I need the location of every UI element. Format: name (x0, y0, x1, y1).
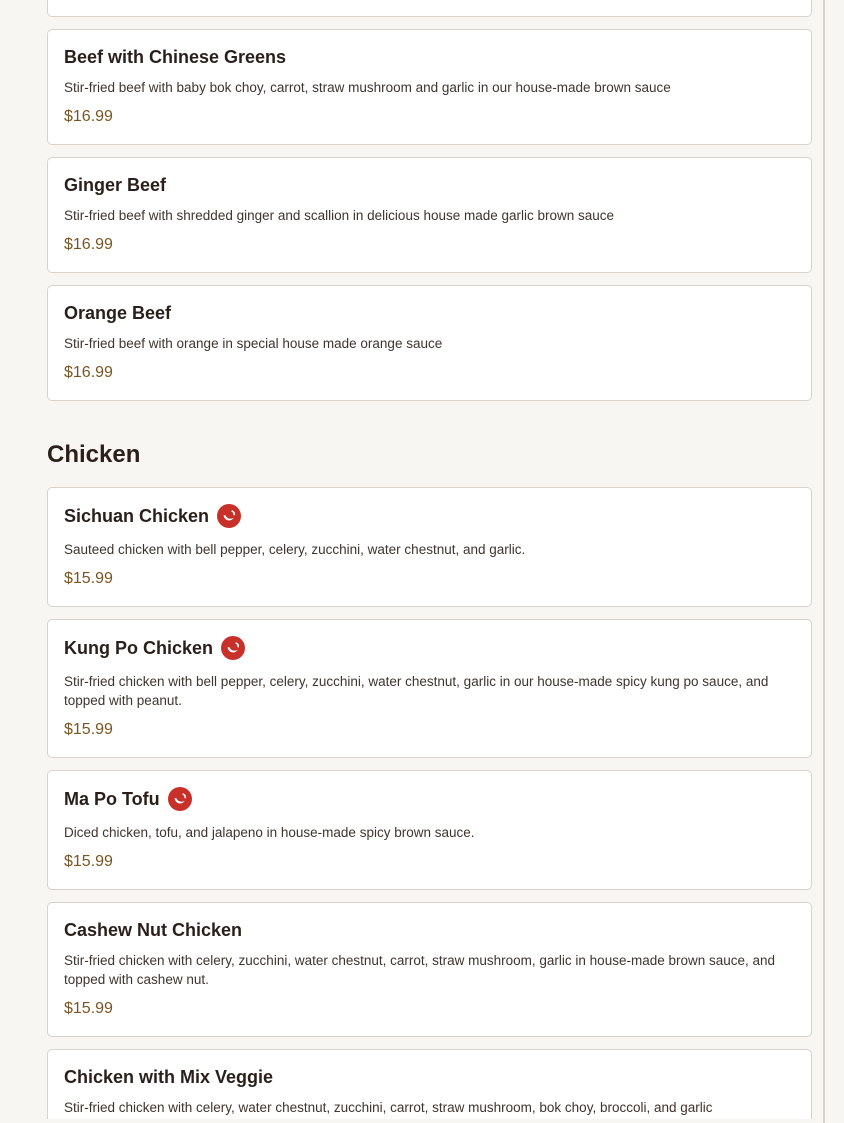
menu-item-price: $15.99 (64, 1000, 113, 1017)
menu-item-description: Sauteed chicken with bell pepper, celery, zucchini, water chestnut, and garlic. (64, 542, 526, 557)
menu-item-price: $15.99 (64, 570, 113, 587)
menu-item-name-text: Chicken with Mix Veggie (64, 1067, 274, 1087)
menu-item-name-text: Ma Po Tofu (64, 789, 160, 809)
menu-item-name (64, 46, 795, 68)
chili-pepper-icon (217, 504, 241, 528)
menu-item-card[interactable] (47, 619, 812, 758)
menu-item-card[interactable] (47, 285, 812, 401)
menu-item-description: Stir-fried beef with orange in special house made orange sauce (64, 336, 443, 351)
menu-item-description: Stir-fried chicken with bell pepper, celery, zucchini, water chestnut, garlic in our house-made spicy kung po sauce, and topped with peanut. (64, 674, 769, 708)
menu-item-name (64, 636, 795, 660)
menu-item-name (64, 787, 795, 811)
menu-item-name (64, 174, 795, 196)
menu-item-card[interactable] (47, 770, 812, 890)
menu-list (47, 0, 812, 1119)
menu-item-price: $16.99 (64, 236, 113, 253)
menu-item-price: $15.99 (64, 853, 113, 870)
menu-item-card[interactable] (47, 487, 812, 607)
chili-pepper-icon (168, 787, 192, 811)
menu-item-name-text: Ginger Beef (64, 175, 167, 195)
chili-pepper-icon (221, 636, 245, 660)
menu-item-name-text: Orange Beef (64, 303, 172, 323)
menu-item-price: $16.99 (64, 364, 113, 381)
menu-item-card[interactable] (47, 157, 812, 273)
menu-item-name (64, 919, 795, 941)
menu-item-card[interactable] (47, 0, 812, 17)
menu-item-name-text: Sichuan Chicken (64, 506, 210, 526)
menu-item-price: $15.99 (64, 721, 113, 738)
menu-item-card[interactable] (47, 1049, 812, 1119)
scrollbar-track[interactable] (823, 0, 825, 1123)
menu-item-card[interactable] (47, 29, 812, 145)
menu-item-description: Stir-fried beef with shredded ginger and scallion in delicious house made garlic brown sauce (64, 208, 615, 223)
menu-item-name-text: Kung Po Chicken (64, 638, 214, 658)
menu-item-price: $16.99 (64, 108, 113, 125)
section-heading-chicken: Chicken (47, 441, 141, 468)
menu-item-name (64, 1066, 795, 1088)
menu-item-description: Stir-fried chicken with celery, zucchini, water chestnut, carrot, straw mushroom, garlic in house-made brown sauce, and topped with cashew nut. (64, 953, 776, 987)
menu-item-description: Stir-fried chicken with celery, water chestnut, zucchini, carrot, straw mushroom, bok choy, broccoli, and garlic (64, 1100, 713, 1115)
menu-item-card[interactable] (47, 902, 812, 1037)
menu-item-name-text: Beef with Chinese Greens (64, 47, 287, 67)
menu-item-name-text: Cashew Nut Chicken (64, 920, 243, 940)
menu-item-description: Diced chicken, tofu, and jalapeno in house-made spicy brown sauce. (64, 825, 475, 840)
menu-item-name (64, 302, 795, 324)
menu-item-description: Stir-fried beef with baby bok choy, carrot, straw mushroom and garlic in our house-made brown sauce (64, 80, 671, 95)
menu-item-name (64, 504, 795, 528)
